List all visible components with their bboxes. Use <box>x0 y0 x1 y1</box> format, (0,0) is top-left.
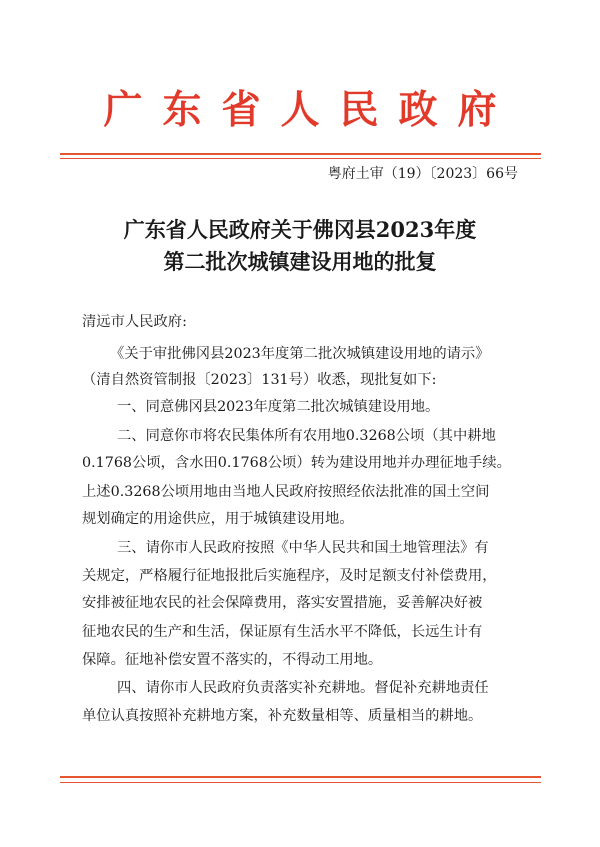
body-line-text: 保障。征地补偿安置不落实的，不得动工用地。 <box>82 652 383 668</box>
document-title-line-1: 广东省人民政府关于佛冈县2023年度 <box>123 217 477 242</box>
document-title-line-2: 第二批次城镇建设用地的批复 <box>163 249 437 274</box>
body-line-text: 安排被征地农民的社会保障费用，落实安置措施，妥善解决好被 <box>82 595 483 611</box>
body-line-text: 规划确定的用途供应，用于城镇建设用地。 <box>82 511 354 527</box>
footer-rule-thin <box>60 782 541 783</box>
body-line-text: （清自然资管制报〔2023〕131号）收悉，现批复如下: <box>82 372 437 388</box>
footer-rule-thick <box>60 776 541 778</box>
body-line-text: 征地农民的生产和生活，保证原有生活水平不降低，长远生计有 <box>82 624 483 640</box>
body-line-text: 《关于审批佛冈县2023年度第二批次城镇建设用地的请示》 <box>110 346 490 362</box>
document-number: 粤府土审（19）〔2023〕66号 <box>327 166 518 182</box>
org-masthead: 广东省人民政府 <box>103 87 517 133</box>
body-line-text: 四、请你市人民政府负责落实补充耕地。督促补充耕地责任 <box>117 680 489 696</box>
body-line-text: 一、同意佛冈县2023年度第二批次城镇建设用地。 <box>117 399 440 415</box>
body-line-text: 上述0.3268公顷用地由当地人民政府按照经依法批准的国土空间 <box>82 484 490 500</box>
body-line-text: 二、同意你市将农民集体所有农用地0.3268公顷（其中耕地 <box>117 428 496 444</box>
body-line-text: 三、请你市人民政府按照《中华人民共和国土地管理法》有 <box>117 540 489 556</box>
body-line-text: 关规定，严格履行征地报批后实施程序，及时足额支付补偿费用， <box>82 568 497 584</box>
header-rule-thick <box>60 153 541 155</box>
body-line-text: 0.1768公顷，含水田0.1768公顷）转为建设用地并办理征地手续。 <box>82 455 511 471</box>
header-rule-thin <box>60 158 541 159</box>
body-line-text: 单位认真按照补充耕地方案，补充数量相等、质量相当的耕地。 <box>82 708 483 724</box>
salutation-text: 清远市人民政府: <box>82 314 187 330</box>
